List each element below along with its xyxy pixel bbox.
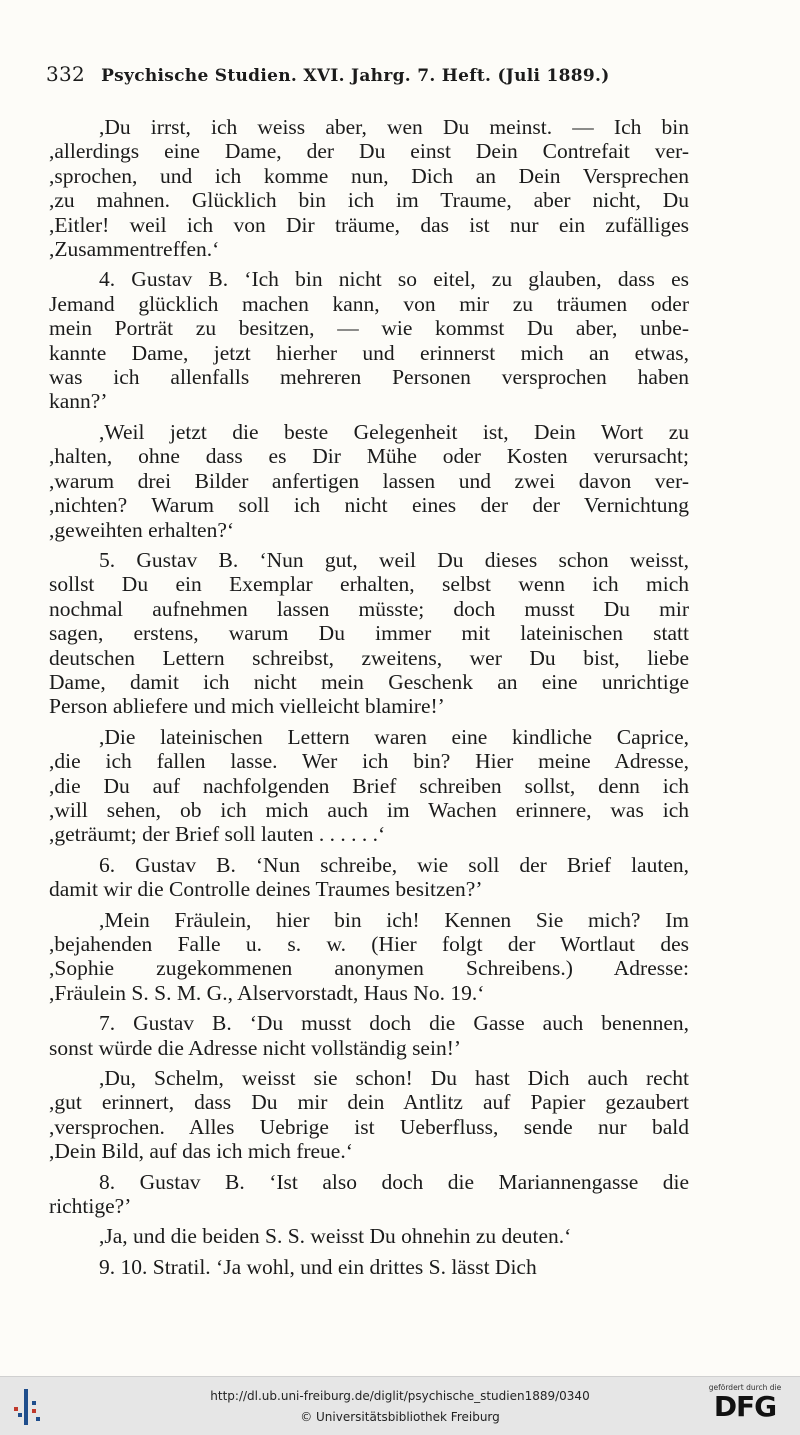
text-line: ,Fräulein S. S. M. G., Alservorstadt, Haus No. 19.‘ bbox=[49, 980, 485, 1005]
footer-url-link[interactable]: http://dl.ub.uni-freiburg.de/diglit/psychische_studien1889/0340 bbox=[210, 1389, 590, 1403]
text-line: 9. 10. Stratil. ‘Ja wohl, und ein drittes S. lässt Dich bbox=[99, 1254, 537, 1279]
funder-caption: gefördert durch die bbox=[708, 1383, 782, 1392]
text-line: ,die ich fallen lasse. Wer ich bin? Hier meine Adresse, bbox=[49, 749, 689, 774]
text-line: ,nichten? Warum soll ich nicht eines der der Vernichtung bbox=[49, 493, 689, 518]
text-line: ,Zusammentreffen.‘ bbox=[49, 237, 220, 262]
paragraph bbox=[49, 420, 689, 542]
text-line: was ich allenfalls mehreren Personen versprochen haben bbox=[49, 365, 689, 390]
text-line: ,allerdings eine Dame, der Du einst Dein Contrefait ver- bbox=[49, 139, 689, 164]
text-line: ,bejahenden Falle u. s. w. (Hier folgt der Wortlaut des bbox=[49, 932, 689, 956]
text-line: ,gut erinnert, dass Du mir dein Antlitz auf Papier gezaubert bbox=[49, 1090, 689, 1115]
text-line: ,Mein Fräulein, hier bin ich! Kennen Sie mich? Im bbox=[99, 907, 689, 932]
text-line: 5. Gustav B. ‘Nun gut, weil Du dieses schon weisst, bbox=[99, 547, 689, 572]
text-line: richtige?’ bbox=[49, 1194, 132, 1219]
body-text bbox=[49, 115, 689, 1285]
footer-bar bbox=[0, 1376, 800, 1435]
text-line: ,geweihten erhalten?‘ bbox=[49, 517, 235, 542]
text-line: 7. Gustav B. ‘Du musst doch die Gasse auch benennen, bbox=[99, 1011, 689, 1036]
text-line: ,warum drei Bilder anfertigen lassen und zwei davon ver- bbox=[49, 468, 689, 493]
paragraph bbox=[49, 908, 689, 1006]
text-line: mein Porträt zu besitzen, — wie kommst Du aber, unbe- bbox=[49, 316, 689, 341]
text-line: damit wir die Controlle deines Traumes besitzen?’ bbox=[49, 877, 483, 902]
text-line: ,Du, Schelm, weisst sie schon! Du hast Dich auch recht bbox=[99, 1066, 689, 1091]
paragraph bbox=[49, 853, 689, 902]
footer-copyright: © Universitätsbibliothek Freiburg bbox=[300, 1410, 500, 1424]
text-line: ,Sophie zugekommenen anonymen Schreibens.) Adresse: bbox=[49, 956, 689, 981]
running-title: Psychische Studien. XVI. Jahrg. 7. Heft. (Juli 1889.) bbox=[101, 66, 610, 86]
text-line: ,Du irrst, ich weiss aber, wen Du meinst. — Ich bin bbox=[99, 115, 689, 139]
text-line: kannte Dame, jetzt hierher und erinnerst mich an etwas, bbox=[49, 340, 689, 365]
text-line: 4. Gustav B. ‘Ich bin nicht so eitel, zu glauben, dass es bbox=[99, 267, 689, 292]
paragraph bbox=[49, 1066, 689, 1164]
paragraph bbox=[49, 548, 689, 719]
text-line: ,halten, ohne dass es Dir Mühe oder Kosten verursacht; bbox=[49, 444, 689, 469]
dfg-logo-icon bbox=[700, 1383, 790, 1431]
text-line: ,geträumt; der Brief soll lauten . . . . . .‘ bbox=[49, 822, 386, 847]
paragraph bbox=[49, 267, 689, 413]
text-line: ,zu mahnen. Glücklich bin ich im Traume, aber nicht, Du bbox=[49, 188, 689, 213]
paragraph bbox=[49, 1255, 689, 1279]
text-line: Jemand glücklich machen kann, von mir zu träumen oder bbox=[49, 291, 689, 316]
running-header bbox=[46, 62, 646, 86]
text-line: ,versprochen. Alles Uebrige ist Ueberfluss, sende nur bald bbox=[49, 1114, 689, 1139]
text-line: ,will sehen, ob ich mich auch im Wachen erinnere, was ich bbox=[49, 797, 689, 822]
paragraph bbox=[49, 1011, 689, 1060]
text-line: nochmal aufnehmen lassen müsste; doch musst Du mir bbox=[49, 596, 689, 621]
text-line: kann?’ bbox=[49, 389, 108, 414]
page-number: 332 bbox=[46, 62, 86, 86]
paragraph bbox=[49, 1224, 689, 1248]
text-line: ,Weil jetzt die beste Gelegenheit ist, Dein Wort zu bbox=[99, 419, 689, 444]
text-line: Person abliefere und mich vielleicht blamire!’ bbox=[49, 694, 445, 719]
text-line: Dame, damit ich nicht mein Geschenk an eine unrichtige bbox=[49, 669, 689, 694]
text-line: ,sprochen, und ich komme nun, Dich an Dein Versprechen bbox=[49, 163, 689, 188]
text-line: ,Eitler! weil ich von Dir träume, das ist nur ein zufälliges bbox=[49, 212, 689, 237]
paragraph bbox=[49, 725, 689, 847]
text-line: sonst würde die Adresse nicht vollständig sein!’ bbox=[49, 1035, 462, 1060]
text-line: ,Die lateinischen Lettern waren eine kindliche Caprice, bbox=[99, 724, 689, 749]
text-line: 8. Gustav B. ‘Ist also doch die Mariannengasse die bbox=[99, 1169, 689, 1194]
funder-logo-text: DFG bbox=[713, 1390, 777, 1423]
paragraph bbox=[49, 1170, 689, 1219]
text-line: ,Ja, und die beiden S. S. weisst Du ohnehin zu deuten.‘ bbox=[99, 1224, 572, 1249]
text-line: deutschen Lettern schreibst, zweitens, wer Du bist, liebe bbox=[49, 645, 689, 670]
text-line: 6. Gustav B. ‘Nun schreibe, wie soll der Brief lauten, bbox=[99, 852, 689, 877]
text-line: sagen, erstens, warum Du immer mit lateinischen statt bbox=[49, 621, 689, 646]
text-line: sollst Du ein Exemplar erhalten, selbst wenn ich mich bbox=[49, 572, 689, 597]
text-line: ,die Du auf nachfolgenden Brief schreiben sollst, denn ich bbox=[49, 773, 689, 798]
paragraph bbox=[49, 115, 689, 261]
text-line: ,Dein Bild, auf das ich mich freue.‘ bbox=[49, 1139, 353, 1164]
